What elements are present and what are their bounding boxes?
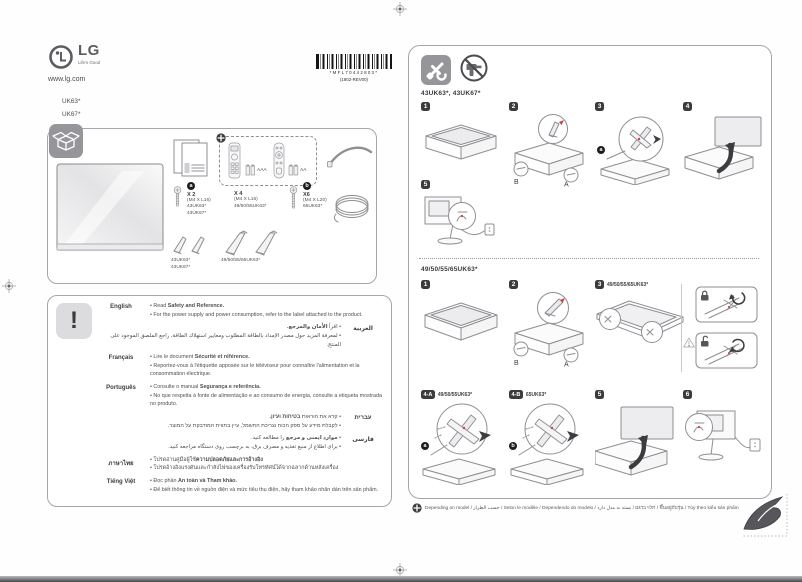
- cable-management-illustration: [421, 191, 505, 259]
- notice-line: • Đọc phần An toàn và Tham khảo.: [150, 477, 385, 486]
- fasten-stand-screws-illustration: [421, 401, 503, 485]
- safety-notices-box: [47, 295, 392, 507]
- step-number-badge: 3: [595, 102, 604, 111]
- brand-name: LG: [78, 42, 100, 59]
- step-models-label: 65UK63*: [525, 391, 547, 398]
- antenna-cable-illustration: [326, 141, 374, 169]
- notice-line: • برای اطلاع از منبع تغذیه و مصرف برق، به برچسب روی دستگاه مراجعه کنید.: [108, 443, 341, 452]
- assembly-instructions-panel: [408, 45, 772, 499]
- notice-line: • Để biết thông tin về nguồn điện và mức tiêu thụ điện, hãy tham khảo nhãn dán trên sản phẩm.: [150, 486, 385, 495]
- screw-icon: [172, 186, 183, 210]
- tv-panel-illustration: [56, 163, 166, 255]
- model-name: 43UK63*: [171, 258, 191, 263]
- callout-letter-b: B: [514, 360, 519, 367]
- screw-models: 65UK63*: [303, 204, 323, 210]
- step-number-badge: 5: [595, 390, 604, 399]
- step-cell-5: [595, 390, 677, 490]
- attach-stand-legs-illustration: [509, 113, 593, 187]
- screw-unlock-detail: [695, 332, 759, 370]
- notice-row-english: [48, 300, 391, 321]
- lg-logo-icon: [48, 44, 74, 70]
- screw-b-callout-badge: b: [509, 442, 517, 450]
- screw-b-badge: b: [303, 182, 311, 190]
- stand-legs-large-illustration: [220, 228, 284, 260]
- tv-facedown-on-box-illustration: [421, 297, 501, 359]
- step-number-badge: 1: [421, 280, 430, 289]
- tv-facedown-on-box-illustration: [421, 117, 501, 179]
- notice-line: • โปรดอ้างอิงแรงดันและกำลังไฟของเครื่องรับโทรทัศน์ได้จากฉลากด้านหลังเครื่อง: [150, 464, 385, 473]
- screw-lock-detail: [695, 286, 759, 324]
- screw-a-callout-badge: a: [421, 442, 429, 450]
- footer-note: [412, 503, 739, 513]
- screw-qty: X 4: [234, 191, 243, 197]
- model-name: UK63*: [62, 98, 81, 105]
- screw-icon: [288, 186, 299, 212]
- screw-a-badge: a: [187, 182, 195, 190]
- warning-icon: [683, 337, 695, 348]
- barcode-image: [316, 54, 392, 69]
- section-divider: [419, 258, 759, 259]
- battery-aaa-icon: [245, 164, 256, 176]
- stand-legs-small-models: [171, 257, 190, 271]
- notice-line: • لمعرفة المزيد حول مصدر الإمداد بالطاقة المطلوب ومعايير استهلاك الطاقة، راجع الملصق الموجود على المنتج.: [108, 332, 341, 349]
- screw-spec-mid: [234, 191, 286, 210]
- step-models-label: 49/50/55UK63*: [437, 391, 473, 398]
- accessories-box: [47, 128, 377, 284]
- magic-remote-illustration: [273, 142, 286, 179]
- step-number-badge: 4: [683, 102, 692, 111]
- registration-mark-icon: [393, 563, 407, 577]
- step-cell-1: [421, 102, 501, 184]
- notice-rows: [48, 300, 391, 496]
- step-number-badge: 2: [509, 280, 518, 289]
- barcode-block: [316, 54, 392, 82]
- step-cell-4: [683, 102, 765, 190]
- notice-line: • Lire le document Sécurité et référence.: [150, 353, 385, 362]
- notice-row-persian: [48, 432, 391, 453]
- notice-row-arabic: [48, 321, 391, 351]
- step-cell-3: [595, 280, 705, 368]
- page-bottom-edge: [0, 576, 802, 582]
- notice-line: • Consulte o manual Segurança e referência.: [150, 383, 385, 392]
- registration-mark-icon: [393, 2, 407, 16]
- brand-block: [48, 44, 100, 70]
- step-cell-1: [421, 280, 501, 364]
- section-title: 43UK63*, 43UK67*: [421, 90, 481, 97]
- language-label: العربية: [353, 326, 373, 333]
- lift-tv-off-box-illustration: [683, 113, 765, 185]
- screw-spec-b: [303, 182, 343, 211]
- fasten-screws-illustration: [595, 113, 679, 185]
- manuals-illustration: [172, 137, 214, 179]
- notice-line: • Read Safety and Reference.: [150, 302, 385, 311]
- screw-size: (M4 X L16): [234, 197, 258, 202]
- barcode-number: *MFL70442803*: [329, 70, 379, 75]
- battery-aa-icon: [288, 164, 299, 176]
- step-number-badge: 3: [595, 280, 604, 289]
- step-number-badge: 1: [421, 102, 430, 111]
- language-label: فارسی: [352, 437, 374, 444]
- screw-spec-a: [187, 182, 231, 218]
- battery-size-label: AA: [300, 168, 307, 173]
- stand-legs-small-illustration: [170, 232, 214, 258]
- language-label: English: [110, 304, 132, 310]
- step-cell-5: [421, 180, 505, 264]
- step-cell-4b: [509, 390, 593, 490]
- model-name: UK67*: [62, 110, 81, 118]
- step-number-badge: 5: [421, 180, 430, 189]
- notice-line: • קרא את הוראות בטיחות ועיון.: [108, 413, 341, 422]
- notice-row-thai: [48, 454, 391, 475]
- notice-line: • موارد ایمنی و مرجع را مطالعه کنید.: [108, 434, 341, 443]
- detail-divider: [681, 284, 682, 372]
- language-label: ภาษาไทย: [108, 460, 134, 467]
- notice-row-portuguese: [48, 381, 391, 411]
- footer-note-text: Depending on model / حسب الطراز / Selon le modèle / Dependendo do modelo / תלוי בדגם / بسته به مدل دارد / ขึ้นอยู่กับรุ่น / Tùy theo kiểu sản phẩm: [425, 506, 739, 511]
- model-list: [62, 96, 80, 121]
- hand-tools-icon: [421, 55, 451, 85]
- section-title: 49/50/55/65UK63*: [421, 266, 478, 273]
- brand-tagline: Life's Good: [78, 60, 101, 65]
- lift-tv-off-box-illustration: [595, 405, 677, 485]
- step-cell-2: [509, 280, 593, 372]
- step-number-badge: 6: [683, 390, 692, 399]
- attach-stand-legs-illustration: [509, 291, 593, 367]
- cable-management-illustration: [683, 403, 767, 479]
- step-cell-6: [683, 390, 767, 484]
- screw-models: 49/50/55UK63*: [234, 203, 267, 209]
- screw-qty: X 2: [187, 191, 196, 198]
- no-power-drill-icon: [459, 53, 489, 83]
- notice-row-french: [48, 351, 391, 381]
- notice-line: • Reportez-vous à l'étiquette apposée sur le téléviseur pour connaître l'alimentation et la consommation électrique.: [150, 362, 385, 379]
- model-name: 43UK67*: [171, 265, 191, 271]
- callout-letter-b: B: [514, 179, 519, 186]
- stand-legs-large-models: 49/50/55/65UK63*: [221, 258, 261, 263]
- callout-letter-a: A: [564, 361, 569, 367]
- step-cell-2: [509, 102, 593, 192]
- language-label: עברית: [354, 415, 372, 422]
- screw-a-callout-badge: a: [597, 146, 605, 154]
- screw-models: 43UK67*: [187, 210, 207, 216]
- notice-row-vietnamese: [48, 475, 391, 496]
- step-number-badge: 4-B: [509, 390, 523, 399]
- depending-on-model-icon: [216, 133, 226, 143]
- barcode-revision: (1802-REV00): [339, 76, 369, 82]
- notice-line: • โปรดอ่านคู่มือผู้ใช้ความปลอดภัยและการอ้างอิง: [150, 456, 385, 465]
- language-label: Português: [106, 385, 136, 392]
- notice-line: • לקבלת מידע על ספק הכוח וצריכת החשמל, עיין בתווית המודבקת על המוצר.: [108, 422, 341, 431]
- notice-line: • For the power supply and power consumption, refer to the label attached to the product.: [150, 311, 385, 320]
- remote-control-illustration: [228, 142, 242, 179]
- fasten-stand-screws-illustration: [509, 401, 591, 485]
- notice-row-hebrew: [48, 411, 391, 432]
- battery-size-label: AAA: [257, 168, 267, 173]
- remotes-group: [219, 136, 317, 186]
- unboxing-icon: [49, 124, 83, 158]
- step-models-label: 49/50/55/65UK63*: [607, 281, 649, 288]
- website-text: www.lg.com: [48, 76, 86, 83]
- step-cell-4a: [421, 390, 505, 490]
- step-cell-3: [595, 102, 679, 190]
- registration-mark-icon: [2, 279, 16, 293]
- notice-line: • اقرأ الأمان والمرجع.: [108, 323, 341, 332]
- step-number-badge: 4-A: [421, 390, 435, 399]
- notice-line: • No que respeita à fonte de alimentação e ao consumo de energia, consulte a etiqueta mostrada no produto.: [150, 392, 385, 409]
- check-stand-corners-illustration: [595, 297, 691, 363]
- step-number-badge: 2: [509, 102, 518, 111]
- screw-qty: X6: [303, 191, 310, 198]
- screw-size: (M4 X L16): [187, 197, 211, 203]
- exclamation-icon: !: [56, 303, 92, 339]
- bird-illustration: [737, 492, 789, 538]
- screw-size: (M4 X L20): [303, 197, 327, 203]
- screw-models: 43UK63*: [187, 204, 207, 210]
- callout-letter-a: A: [564, 181, 569, 187]
- language-label: Tiếng Việt: [106, 478, 136, 485]
- language-label: Français: [108, 355, 134, 362]
- depending-on-model-icon: [412, 503, 422, 513]
